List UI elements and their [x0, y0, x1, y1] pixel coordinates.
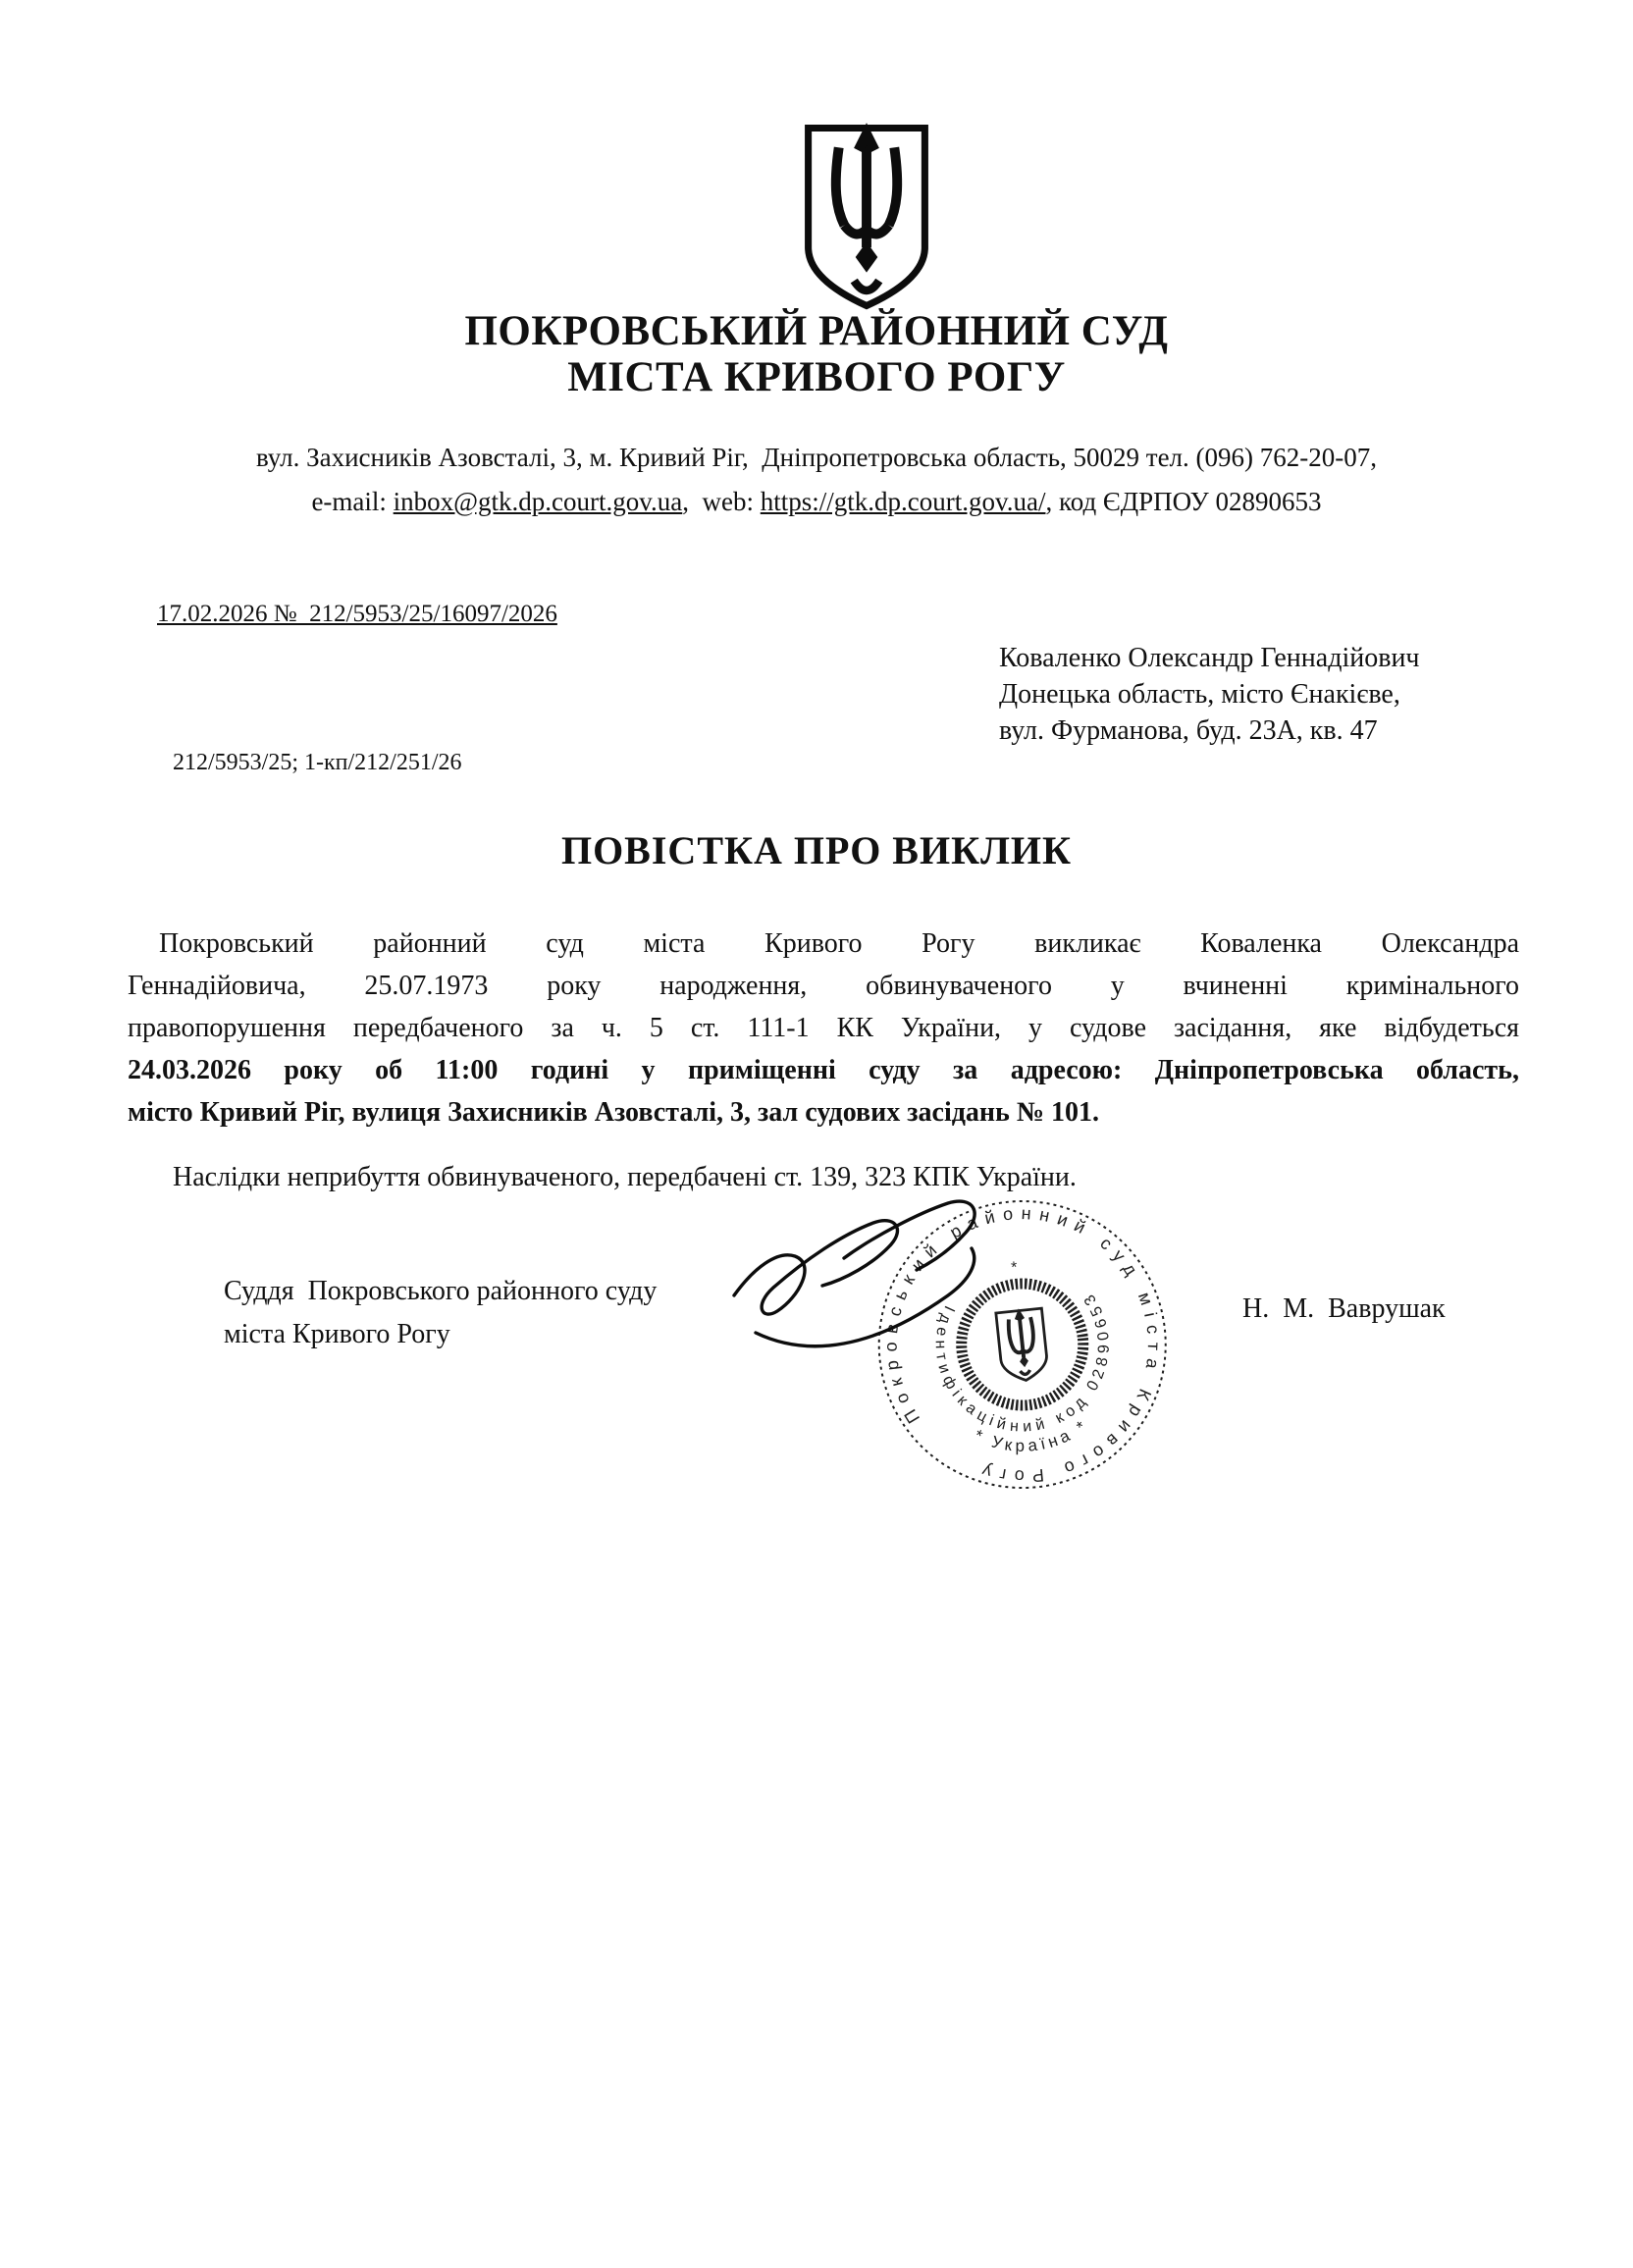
court-contacts-line — [0, 480, 1633, 524]
page-title: ПОВІСТКА ПРО ВИКЛИК — [560, 828, 1073, 872]
recipient-name: Коваленко Олександр Геннадійович — [999, 643, 1420, 673]
paragraph-line: Геннадійовича, 25.07.1973 року народження, обвинуваченого у вчиненні кримінального — [128, 971, 1519, 1001]
paragraph-line-hearing-date: 24.03.2026 року об 11:00 годині у приміщенні суду за адресою: Дніпропетровська область, — [128, 1055, 1519, 1085]
recipient-block — [999, 640, 1420, 749]
court-name-line2: МІСТА КРИВОГО РОГУ — [567, 354, 1066, 400]
stamp-star-separator: * — [1010, 1259, 1019, 1277]
court-stamp — [861, 1183, 1185, 1511]
case-number: 212/5953/25; 1-кп/212/251/26 — [173, 750, 462, 775]
consequences-note: Наслідки неприбуття обвинуваченого, передбачені ст. 139, 323 КПК України. — [173, 1162, 1077, 1192]
recipient-address-line1: Донецька область, місто Єнакієве, — [999, 679, 1400, 710]
stamp-id-text: Ідентифікаційний код 02890653 — [931, 1287, 1113, 1436]
judge-title-line1: Суддя Покровського районного суду — [224, 1276, 658, 1306]
document-date-number: 17.02.2026 № 212/5953/25/16097/2026 — [157, 601, 557, 627]
court-address: вул. Захисників Азовсталі, 3, м. Кривий Ріг, Дніпропетровська область, 50029 тел. (096) 762-20-07, — [255, 443, 1377, 472]
email-label: e-mail: — [311, 487, 394, 516]
stamp-country-text: * Україна * — [971, 1415, 1093, 1455]
judge-title-line2: міста Кривого Рогу — [224, 1319, 450, 1349]
judge-name: Н. М. Ваврушак — [1242, 1293, 1446, 1324]
court-name-line1: ПОКРОВСЬКИЙ РАЙОННИЙ СУД — [464, 308, 1169, 354]
paragraph-line-hearing-place: місто Кривий Ріг, вулиця Захисників Азовсталі, 3, зал судових засідань № 101. — [128, 1097, 1099, 1128]
summons-paragraph — [128, 923, 1519, 1134]
coat-of-arms-icon — [797, 120, 936, 319]
court-name-heading — [0, 308, 1633, 400]
judge-title-block — [224, 1270, 657, 1356]
edrpou-code: , код ЄДРПОУ 02890653 — [1045, 487, 1322, 516]
letterhead-contacts — [0, 436, 1633, 524]
email-link[interactable]: inbox@gtk.dp.court.gov.ua — [393, 487, 683, 516]
paragraph-line: Покровський районний суд міста Кривого Рогу викликає Коваленка Олександра — [159, 928, 1519, 959]
web-label: , web: — [682, 487, 761, 516]
recipient-address-line2: вул. Фурманова, буд. 23А, кв. 47 — [999, 715, 1378, 746]
web-link[interactable]: https://gtk.dp.court.gov.ua/ — [760, 487, 1046, 516]
stamp-outer-text: Покровський районний суд міста Кривого Рогу — [880, 1202, 1164, 1487]
paragraph-line: правопорушення передбаченого за ч. 5 ст. 111-1 КК України, у судове засідання, яке відбудеться — [128, 1013, 1519, 1043]
stamp-trident-icon — [996, 1308, 1049, 1383]
